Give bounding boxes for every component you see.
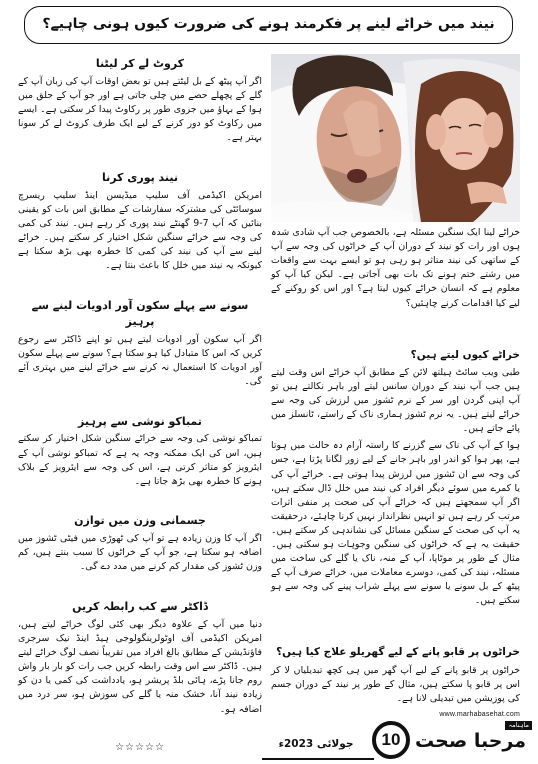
paragraph: خراٹوں پر قابو پانے کے لیے آپ گھر میں ہی کچھ تبدیلیاں لا کر اس پر قابو پا سکتے ہیں، مثال کے طور پر نیند کے دوران جسم کی پوزیشن میں تبدیلی لانا ہے۔: [271, 664, 520, 704]
magazine-logo: مرحبا صحت: [415, 730, 526, 752]
paragraph: امریکن اکیڈمی آف سلیپ میڈیسن اینڈ سلیپ ریسرچ سوسائٹی کی مشترکہ سفارشات کے مطابق اس بات کو یقینی بنائیں کہ آپ 7-9 گھنٹے نیند پوری کر رہے ہیں۔ نیند کی کمی کی وجہ سے خراٹے سنگین شکل اختیار کر سکتے ہیں۔ خراٹے لینے سے آپ کی نیند کی کمی کا خطرہ بھی بڑھ سکتا ہے کیونکہ یہ نیند میں خلل کا باعث بنتا ہے۔: [18, 189, 262, 272]
page-number-badge: [372, 721, 410, 759]
section-heading: تمباکو نوشی سے پرہیز: [78, 414, 202, 428]
section-why-snore: [271, 348, 520, 609]
section-side-sleeping: [18, 56, 262, 145]
section-heading: کروٹ لے کر لیٹنا: [95, 57, 185, 70]
left-column: [18, 56, 262, 754]
paragraph: اگر آپ پیٹھ کے بل لیٹتے ہیں تو بعض اوقات آپ کی زبان آپ کے گلے کے پچھلے حصے میں چلی جاتی ہے اور جو آپ کے حلق میں ہوا کے بہاؤ میں جزوی طور پر رکاوٹ پیدا کر سکتی ہے۔ ایسے میں رکاوٹ کو دور کرنے کے لیے ایک طرف کروٹ لے کر سونا بہتر ہے۔: [18, 75, 262, 144]
magazine-footer: [262, 710, 532, 762]
section-sedatives: [18, 298, 262, 389]
paragraph: تمباکو نوشی کی وجہ سے خراٹے سنگین شکل اختیار کر سکتے ہیں، اس کی ایک ممکنہ وجہ یہ ہے کہ تمباکو نوشی آپ کے ایئرویز کو متاثر کرتی ہے، اس کی وجہ سے ایئرویز کے بلاک ہونے کا خطرہ بھی بڑھ جاتا ہے۔: [18, 433, 262, 487]
paragraph: ہوا کے آپ کی ناک سے گزرنے کا راستہ آرام دہ حالت میں ہوتا ہے، پھر ہوا کو اندر اور باہر جانے کے لیے زور لگانا پڑتا ہے، جس کی وجہ سے ان ٹشوز میں لرزش پیدا ہوتی ہے۔ خراٹے آپ کی یا کمرے میں سوئے دیگر افراد کی نیند میں خلل ڈال سکتے ہیں، اگر آپ سمجھتے ہیں کہ خراٹے آپ کی صحت پر منفی اثرات مرتب کر رہے ہیں تو انہیں نظرانداز نہیں کرنا چاہئے، درحقیقت یہ آپ کی صحت کے سنگین مسائل کی نشاندہی کر سکتے ہیں۔ حقیقت یہ ہے کہ خراٹوں کی سنگین وجوہات ہو سکتی ہیں۔ مثال کے طور پر موٹاپا، آپ کے منہ، ناک یا گلے کی ساخت میں مسئلہ، نیند کی کمی، دوسرے معاملات میں، خراٹے صرف آپ کے پیٹھ کے بل سونے یا سونے سے پہلے شراب پینے کی وجہ سے ہو سکتے ہیں۔: [271, 440, 520, 607]
paragraph: اگر آپ سکون آور ادویات لیتے ہیں تو اپنے ڈاکٹر سے رجوع کریں کہ اس کا متبادل کیا ہو سکتا ہے؟ سونے سے پہلے سکون آور ادویات کا استعمال نہ کرنے سے خراٹے لینے میں بہتری آئے گی۔: [18, 333, 262, 388]
paragraph: طبی ویب سائٹ ہیلتھ لائن کے مطابق آپ خراٹے اس وقت لیتے ہیں جب آپ نیند کے دوران سانس لیتے اور باہر نکالتے ہیں تو آپ اپنی گردن اور سر کے نرم ٹشوز میں لرزش کی وجہ سے خراٹے لیتے ہیں۔ یہ نرم ٹشوز ہماری ناک کے راستے، ٹانسلز میں پائے جاتے ہیں۔: [271, 366, 520, 435]
section-full-sleep: [18, 170, 262, 274]
page-number: 10: [381, 730, 401, 749]
snoring-couple-photo: [271, 54, 520, 222]
section-see-doctor: [18, 599, 262, 717]
paragraph: دنیا میں آپ کے علاوہ دیگر بھی کئی لوگ خراٹے لیتے ہیں، امریکن اکیڈمی آف اوٹولرینگولوجی ہیڈ اینڈ نیک سرجری فاؤنڈیشن کے مطابق بالغ افراد میں تقریباً نصف لوگ خراٹے لیتے ہیں۔ ڈاکٹر سے اس وقت رابطہ کریں جب رات کو بار بار واش روم جانا پڑے، ہائی بلڈ پریشر ہو، یادداشت کی کمی یا دن کو زیادہ نیند آنا، خشک منہ یا گلے کی سوزش ہو، سر درد میں اضافہ ہو۔: [18, 618, 262, 715]
section-intro: [271, 226, 520, 311]
title-banner: [24, 6, 513, 44]
paragraph: اگر آپ کا وزن زیادہ ہے تو آپ کی ٹھوڑی میں فیٹی ٹشوز میں اضافہ ہو سکتا ہے، جو آپ کے خراٹوں کا سبب بنتے ہیں، کم وزن ٹشوز کی مقدار کم کرنے میں مدد دے گی۔: [18, 533, 262, 573]
section-heading: خراٹے کیوں لیتے ہیں؟: [410, 348, 520, 361]
section-heading: خراٹوں پر قابو پانے کے لیے گھریلو علاج کیا ہیں؟: [276, 646, 520, 659]
end-mark-stars: ☆☆☆☆☆: [115, 741, 165, 753]
section-heading: نیند پوری کرنا: [101, 170, 179, 184]
section-body-weight: [18, 513, 262, 574]
intro-paragraph: خراٹے لینا ایک سنگین مسئلہ ہے، بالخصوص جب آپ شادی شدہ ہوں اور رات کو نیند کے دوران آپ کے خراٹوں کی وجہ سے آپ کے ساتھی کی نیند متاثر ہو رہی ہو تو ایسے بہت سے واقعات میں رشتے ختم ہونے تک بات بھی آجاتی ہے۔ لیکن کیا آپ کو معلوم ہے کہ انسان خراٹے کیوں لیتا ہے؟ اور اس کو روکنے کے لیے کیا اقدامات کرنے چاہئیں؟: [271, 227, 520, 309]
magazine-type-label: ماہنامہ: [505, 721, 532, 730]
section-heading: ڈاکٹر سے کب رابطہ کریں: [72, 599, 208, 613]
woman-figure: [415, 71, 513, 222]
section-home-remedies: [271, 645, 520, 706]
section-heading: جسمانی وزن میں توازن: [74, 514, 206, 528]
section-heading: سونے سے پہلے سکون آور ادویات لینے سے پرہیز: [31, 298, 249, 328]
article-title: نیند میں خراٹے لینے پر فکرمند ہونے کی ضرورت کیوں ہونی چاہیے؟: [42, 16, 495, 33]
footer-rule: [262, 758, 374, 760]
photo-illustration: [271, 54, 520, 222]
section-smoking: [18, 414, 262, 489]
right-column: [271, 226, 520, 706]
issue-date: جولائی 2023ء: [278, 738, 354, 750]
website-url: www.marhabasehat.com: [439, 711, 520, 718]
